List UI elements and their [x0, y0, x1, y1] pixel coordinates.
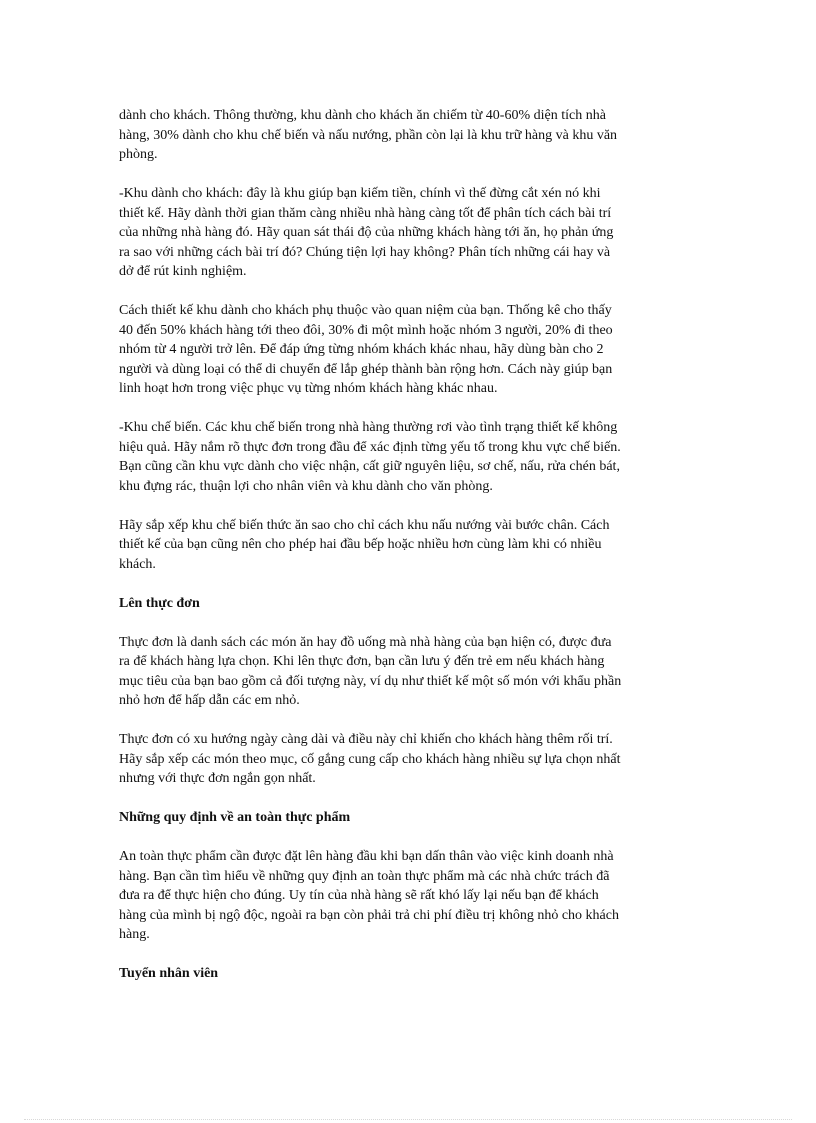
heading-text: Những quy định về an toàn thực phẩm [119, 810, 351, 825]
paragraph [119, 730, 699, 789]
paragraph [119, 516, 699, 575]
paragraph-line: mục tiêu của bạn bao gồm cả đối tượng này, ví dụ như thiết kế một số món với khẩu phần [119, 673, 622, 689]
paragraph-line: thiết kế. Hãy dành thời gian thăm càng nhiều nhà hàng càng tốt để phân tích cách bài trí [119, 205, 612, 221]
paragraph [119, 106, 699, 165]
paragraph-line: hàng, 30% dành cho khu chế biến và nấu nướng, phần còn lại là khu trữ hàng và khu văn [119, 127, 618, 143]
paragraph [119, 418, 699, 496]
paragraph [119, 301, 699, 399]
paragraph [119, 847, 699, 945]
heading-text: Lên thực đơn [119, 595, 200, 611]
section-heading [119, 808, 699, 828]
paragraph-line: nhưng với thực đơn ngắn gọn nhất. [119, 771, 316, 786]
paragraph-line: Hãy sắp xếp các món theo mục, cố gắng cung cấp cho khách hàng nhiều sự lựa chọn nhất [119, 751, 621, 767]
page-bottom-divider [24, 1119, 792, 1120]
paragraph-line: -Khu dành cho khách: đây là khu giúp bạn kiếm tiền, chính vì thế đừng cắt xén nó khi [119, 186, 601, 201]
paragraph-line: ra để khách hàng lựa chọn. Khi lên thực đơn, bạn cần lưu ý đến trẻ em nếu khách hàng [119, 654, 605, 669]
paragraph-line: đưa ra để thực hiện cho đúng. Uy tín của nhà hàng sẽ rất khó lấy lại nếu bạn để khách [119, 888, 599, 903]
paragraph-line: thiết kế của bạn cũng nên cho phép hai đầu bếp hoặc nhiều hơn cùng làm khi có nhiều [119, 537, 602, 552]
paragraph-line: -Khu chế biến. Các khu chế biến trong nhà hàng thường rơi vào tình trạng thiết kế không [119, 420, 618, 435]
section-heading [119, 964, 699, 984]
document-body [119, 106, 699, 1003]
paragraph-line: Hãy sắp xếp khu chế biến thức ăn sao cho chỉ cách khu nấu nướng vài bước chân. Cách [119, 517, 610, 533]
paragraph-line: Bạn cũng cần khu vực dành cho việc nhận, cất giữ nguyên liệu, sơ chế, nấu, rửa chén bát, [119, 459, 620, 474]
paragraph-line: khách. [119, 556, 156, 572]
paragraph-line: phòng. [119, 147, 158, 162]
paragraph-line: linh hoạt hơn trong việc phục vụ từng nhóm khách hàng khác nhau. [119, 381, 498, 396]
paragraph-line: Thực đơn là danh sách các món ăn hay đồ uống mà nhà hàng của bạn hiện có, được đưa [119, 634, 612, 650]
paragraph-line: dành cho khách. Thông thường, khu dành cho khách ăn chiếm từ 40-60% diện tích nhà [119, 108, 606, 123]
paragraph-line: người và dùng loại có thể di chuyển để lắp ghép thành bàn rộng hơn. Cách này giúp bạn [119, 361, 613, 377]
section-heading [119, 594, 699, 614]
paragraph-line: của những nhà hàng đó. Hãy quan sát thái độ của những khách hàng tới ăn, họ phản ứng [119, 225, 614, 240]
paragraph-line: Cách thiết kế khu dành cho khách phụ thuộc vào quan niệm của bạn. Thống kê cho thấy [119, 303, 612, 318]
paragraph [119, 633, 699, 711]
paragraph-line: hàng. [119, 927, 150, 942]
paragraph-line: hàng của mình bị ngộ độc, ngoài ra bạn còn phải trả chi phí điều trị không nhỏ cho khách [119, 907, 619, 923]
paragraph-line: dở để rút kinh nghiệm. [119, 264, 247, 279]
paragraph-line: nhỏ hơn để hấp dẫn các em nhỏ. [119, 693, 300, 708]
paragraph-line: nhóm từ 4 người trở lên. Để đáp ứng từng nhóm khách khác nhau, hãy dùng bàn cho 2 [119, 342, 604, 357]
paragraph-line: hàng. Bạn cần tìm hiểu về những quy định an toàn thực phẩm mà các nhà chức trách đã [119, 868, 610, 884]
paragraph-line: hiệu quả. Hãy nắm rõ thực đơn trong đầu để xác định từng yếu tố trong khu vực chế biến. [119, 439, 621, 455]
paragraph-line: An toàn thực phẩm cần được đặt lên hàng đầu khi bạn dấn thân vào việc kinh doanh nhà [119, 849, 614, 864]
paragraph-line: khu đựng rác, thuận lợi cho nhân viên và khu dành cho văn phòng. [119, 478, 493, 494]
paragraph-line: Thực đơn có xu hướng ngày càng dài và điều này chỉ khiến cho khách hàng thêm rối trí. [119, 732, 613, 747]
paragraph-line: 40 đến 50% khách hàng tới theo đôi, 30% đi một mình hoặc nhóm 3 người, 20% đi theo [119, 322, 613, 338]
paragraph-line: ra sao với những cách bài trí đó? Chúng tiện lợi hay không? Phân tích những cái hay và [119, 244, 611, 260]
heading-text: Tuyển nhân viên [119, 966, 219, 981]
paragraph [119, 184, 699, 282]
